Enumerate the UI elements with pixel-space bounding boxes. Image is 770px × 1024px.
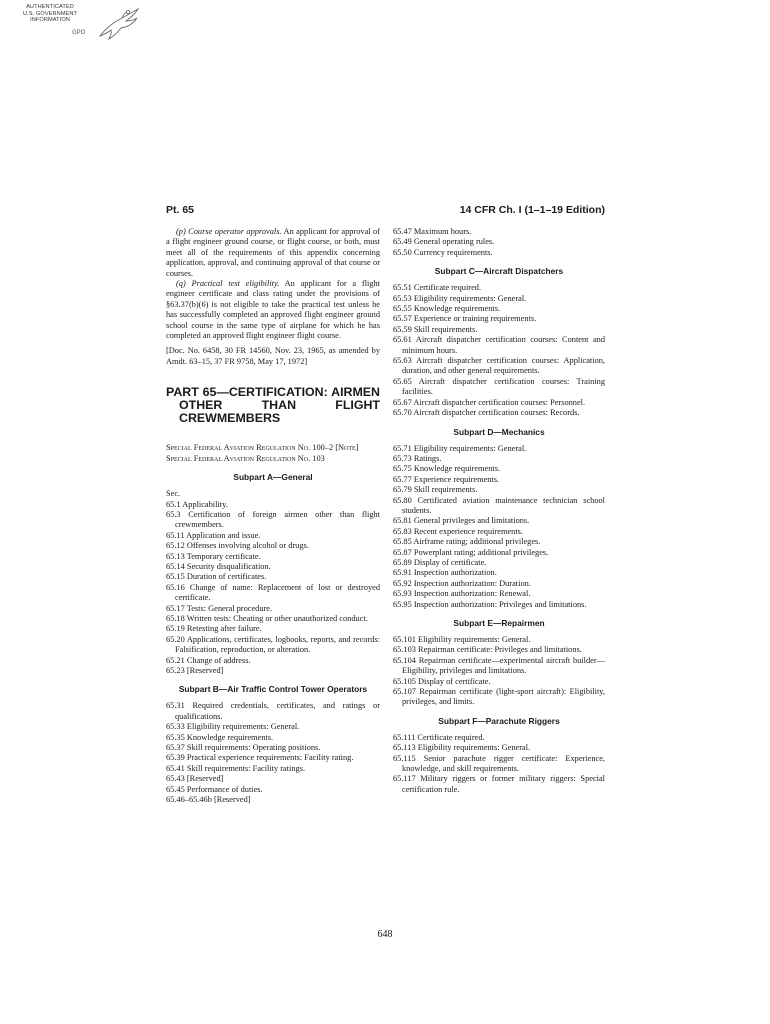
section-entry: 65.57 Experience or training requirements. bbox=[393, 314, 537, 324]
gpo-authentication-badge bbox=[4, 4, 144, 44]
paragraph-text: An applicant for approval of a flight engineer ground course, or flight course, or both, must meet all of the requirements of this appendix concerning application, approval, and continuing approval of that course or courses. bbox=[166, 227, 380, 278]
subpart-c-heading: Subpart C—Aircraft Dispatchers bbox=[434, 266, 564, 277]
section-entry: 65.59 Skill requirements. bbox=[393, 324, 478, 334]
section-entry: 65.63 Aircraft dispatcher certification courses: Application, duration, and other general requirements. bbox=[393, 356, 605, 376]
left-column bbox=[166, 227, 380, 805]
section-entry: 65.81 General privileges and limitations. bbox=[393, 516, 530, 526]
subpart-f-heading: Subpart F—Parachute Riggers bbox=[438, 715, 560, 726]
paragraph-p bbox=[166, 227, 380, 279]
section-entry: 65.1 Applicability. bbox=[166, 499, 228, 509]
section-entry: 65.89 Display of certificate. bbox=[393, 557, 487, 567]
section-entry: 65.77 Experience requirements. bbox=[393, 474, 500, 484]
section-entry: 65.91 Inspection authorization. bbox=[393, 568, 497, 578]
section-entry: 65.107 Repairman certificate (light-sport aircraft): Eligibility, privileges, and limits. bbox=[393, 687, 605, 707]
section-entry: 65.11 Application and issue. bbox=[166, 530, 261, 540]
section-entry: 65.71 Eligibility requirements: General. bbox=[393, 443, 527, 453]
gpo-badge-line: AUTHENTICATED bbox=[26, 4, 74, 10]
section-entry: 65.15 Duration of certificates. bbox=[166, 572, 267, 582]
section-entry: 65.92 Inspection authorization: Duration. bbox=[393, 578, 531, 588]
sfar-item: Special Federal Aviation Regulation No. 103 bbox=[166, 453, 325, 463]
subpart-f-list bbox=[393, 733, 605, 795]
sec-label: Sec. bbox=[166, 489, 181, 499]
page-number: 648 bbox=[377, 929, 393, 940]
subpart-b-heading: Subpart B—Air Traffic Control Tower Operators bbox=[178, 684, 368, 695]
section-entry: 65.51 Certificate required. bbox=[393, 283, 482, 293]
section-entry: 65.115 Senior parachute rigger certificate: Experience, knowledge, and skill requirements. bbox=[393, 753, 605, 774]
paragraph-q bbox=[166, 279, 380, 341]
section-entry: 65.39 Practical experience requirements: Facility rating. bbox=[166, 753, 354, 763]
section-entry: 65.105 Display of certificate. bbox=[393, 676, 491, 686]
section-entry: 65.37 Skill requirements: Operating positions. bbox=[166, 743, 321, 753]
part-title: PART 65—CERTIFICATION: AIRMEN OTHER THAN FLIGHT CREWMEMBERS bbox=[166, 385, 380, 426]
section-entry: 65.35 Knowledge requirements. bbox=[166, 732, 274, 742]
section-entry: 65.20 Applications, certificates, logbooks, reports, and records: Falsification, reproduction, or alteration. bbox=[166, 634, 380, 655]
section-entry: 65.93 Inspection authorization: Renewal. bbox=[393, 589, 531, 599]
section-entry: 65.49 General operating rules. bbox=[393, 237, 495, 247]
section-entry: 65.67 Aircraft dispatcher certification courses: Personnel. bbox=[393, 397, 586, 407]
section-entry: 65.23 [Reserved] bbox=[166, 666, 224, 675]
header-part: Pt. 65 bbox=[166, 204, 195, 216]
section-entry: 65.33 Eligibility requirements: General. bbox=[166, 722, 300, 732]
eagle-icon bbox=[96, 6, 142, 42]
section-entry: 65.41 Skill requirements: Facility ratings. bbox=[166, 763, 306, 773]
section-entry: 65.70 Aircraft dispatcher certification courses: Records. bbox=[393, 408, 580, 418]
subpart-b-list bbox=[166, 701, 380, 805]
section-entry: 65.104 Repairman certificate—experimental aircraft builder—Eligibility, privileges and limitations. bbox=[393, 655, 605, 676]
section-entry: 65.43 [Reserved] bbox=[166, 774, 224, 784]
header-edition: 14 CFR Ch. I (1–1–19 Edition) bbox=[459, 204, 605, 216]
subpart-c-list bbox=[393, 283, 605, 418]
gpo-badge-text bbox=[4, 4, 96, 24]
subpart-a-list bbox=[166, 500, 380, 677]
section-entry: 65.117 Military riggers or former military riggers: Special certification rule. bbox=[393, 774, 605, 794]
section-entry: 65.13 Temporary certificate. bbox=[166, 551, 261, 561]
paragraph-text: An applicant for a flight engineer certificate and class rating under the provisions of §63.37(b)(6) is not eligible to take the practical test unless he has successfully completed an approved flight engineer ground school course in the same type of airplane for which he has completed an approved flight engineer flight course. bbox=[166, 279, 380, 341]
section-entry: 65.80 Certificated aviation maintenance technician school students. bbox=[393, 495, 605, 515]
section-entry: 65.85 Airframe rating; additional privileges. bbox=[393, 537, 541, 547]
section-entry: 65.95 Inspection authorization: Privileges and limitations. bbox=[393, 599, 587, 609]
subpart-a-heading: Subpart A—General bbox=[233, 472, 313, 483]
section-entry: 65.3 Certification of foreign airmen other than flight crewmembers. bbox=[166, 509, 380, 530]
sfar-item: Special Federal Aviation Regulation No. 100–2 [Note] bbox=[166, 443, 359, 453]
section-entry: 65.83 Recent experience requirements. bbox=[393, 526, 523, 536]
amendment-note: [Doc. No. 6458, 30 FR 14560, Nov. 23, 1965, as amended by Amdt. 63–15, 37 FR 9758, May 17, 1972] bbox=[166, 346, 380, 366]
section-entry: 65.16 Change of name: Replacement of lost or destroyed certificate. bbox=[166, 582, 380, 603]
section-entry: 65.18 Written tests: Cheating or other unauthorized conduct. bbox=[166, 613, 368, 623]
running-header bbox=[166, 204, 605, 218]
subpart-d-heading: Subpart D—Mechanics bbox=[453, 426, 545, 437]
subpart-d-list bbox=[393, 444, 605, 611]
section-entry: 65.103 Repairman certificate: Privileges and limitations. bbox=[393, 645, 582, 655]
section-entry: 65.53 Eligibility requirements: General. bbox=[393, 293, 527, 303]
section-entry: 65.55 Knowledge requirements. bbox=[393, 304, 501, 314]
section-entry: 65.14 Security disqualification. bbox=[166, 561, 271, 571]
section-entry: 65.87 Powerplant rating; additional privileges. bbox=[393, 547, 549, 557]
section-entry: 65.12 Offenses involving alcohol or drugs. bbox=[166, 541, 309, 551]
section-entry: 65.73 Ratings. bbox=[393, 453, 442, 463]
section-entry: 65.50 Currency requirements. bbox=[393, 247, 493, 257]
sfar-list bbox=[166, 443, 380, 464]
section-entry: 65.111 Certificate required. bbox=[393, 732, 485, 742]
subpart-e-list bbox=[393, 635, 605, 708]
section-entry: 65.101 Eligibility requirements: General. bbox=[393, 635, 531, 644]
paragraph-label: (q) Practical test eligibility. bbox=[176, 279, 280, 289]
gpo-badge-line: INFORMATION bbox=[30, 17, 70, 24]
section-entry: 65.47 Maximum hours. bbox=[393, 227, 472, 236]
section-entry: 65.113 Eligibility requirements: General. bbox=[393, 743, 531, 753]
gpo-badge-line: U.S. GOVERNMENT bbox=[22, 10, 78, 17]
section-entry: 65.65 Aircraft dispatcher certification courses: Training facilities. bbox=[393, 376, 605, 397]
section-entry: 65.45 Performance of duties. bbox=[166, 784, 263, 794]
section-entry: 65.75 Knowledge requirements. bbox=[393, 464, 501, 474]
right-column bbox=[393, 227, 605, 795]
section-entry: 65.79 Skill requirements. bbox=[393, 485, 478, 495]
section-entry: 65.21 Change of address. bbox=[166, 655, 251, 665]
section-entry: 65.46–65.46b [Reserved] bbox=[166, 795, 251, 805]
subpart-b-continued-list bbox=[393, 227, 605, 258]
section-entry: 65.61 Aircraft dispatcher certification courses: Content and minimum hours. bbox=[393, 335, 605, 355]
section-entry: 65.31 Required credentials, certificates, and ratings or qualifications. bbox=[166, 701, 380, 721]
subpart-e-heading: Subpart E—Repairmen bbox=[453, 618, 545, 628]
section-entry: 65.19 Retesting after failure. bbox=[166, 624, 262, 634]
gpo-mark: GPO bbox=[72, 30, 86, 36]
section-entry: 65.17 Tests: General procedure. bbox=[166, 603, 273, 613]
paragraph-label: (p) Course operator approvals. bbox=[176, 227, 282, 236]
